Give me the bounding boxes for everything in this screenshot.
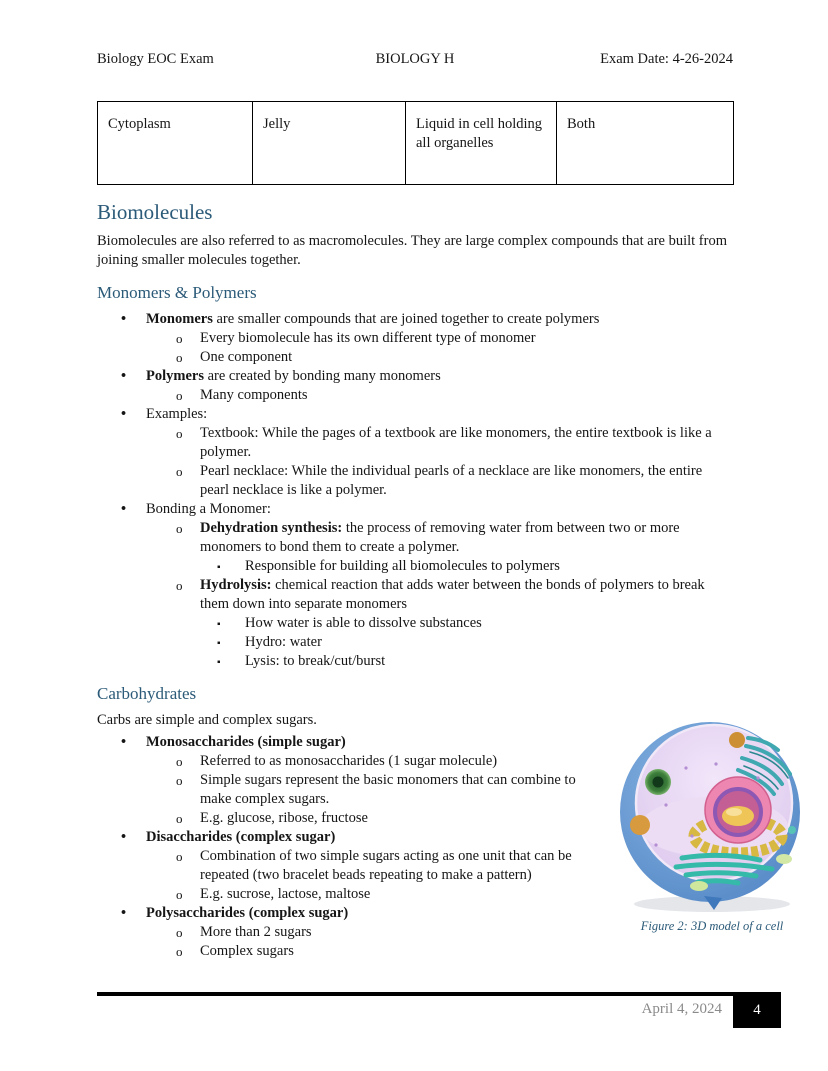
monomers-bullet-list [97,310,733,671]
list-item [97,847,589,885]
bullet-icon [121,904,126,923]
item-text: are smaller compounds that are joined together to create polymers [212,311,600,327]
item-text: are created by bonding many monomers [203,368,441,384]
bold-term: Monomers [146,311,213,327]
list-item [97,576,733,614]
bullet-icon [176,923,183,943]
bullet-icon [121,405,126,424]
list-item [97,329,733,348]
bullet-icon [217,557,221,577]
bold-term: Monosaccharides (simple sugar) [146,734,346,750]
bold-term: Polymers [146,368,204,384]
list-item [97,310,733,329]
bullet-icon [176,386,183,406]
bullet-icon [121,828,126,847]
item-text: Examples: [146,406,208,422]
bullet-icon [176,752,183,772]
item-text: Many components [200,387,308,403]
item-text: Complex sugars [200,943,294,959]
bullet-icon [121,733,126,752]
bold-term: Dehydration synthesis: [200,520,343,536]
table-cell-term: Cytoplasm [98,102,253,185]
table-cell-celltype: Both [557,102,734,185]
list-item [97,942,589,961]
item-text: Bonding a Monomer: [146,501,271,517]
bullet-icon [176,424,183,444]
item-text: Referred to as monosaccharides (1 sugar molecule) [200,753,498,769]
bullet-icon [217,614,221,634]
section-title-carbohydrates: Carbohydrates [97,684,197,703]
cell-3d-model-image [596,710,828,915]
list-item [97,633,733,652]
item-text: Every biomolecule has its own different type of monomer [200,330,536,346]
bullet-icon [176,847,183,867]
list-item [97,614,733,633]
bullet-icon [217,652,221,672]
figure-caption: Figure 2: 3D model of a cell [640,919,784,933]
list-item [97,809,589,828]
section-title-monomers-polymers: Monomers & Polymers [97,283,257,302]
header-center: BIOLOGY H [375,51,455,67]
bullet-icon [176,519,183,539]
list-item [97,828,589,847]
table-cell-function: Liquid in cell holding all organelles [406,102,557,185]
item-text: Pearl necklace: While the individual pearls of a necklace are like monomers, the entire pearl necklace is like a polymer. [200,463,703,498]
bold-term: Polysaccharides (complex sugar) [146,905,349,921]
list-item [97,500,733,519]
header-right: Exam Date: 4-26-2024 [600,51,733,67]
vocab-table [97,101,734,185]
list-item [97,424,733,462]
item-text: Simple sugars represent the basic monomers that can combine to make complex sugars. [200,772,576,807]
list-item [97,904,589,923]
item-text: Textbook: While the pages of a textbook are like monomers, the entire textbook is like a polymer. [200,425,712,460]
list-item [97,557,733,576]
list-item [97,885,589,904]
header-left: Biology EOC Exam [97,51,214,67]
item-text: the process of removing water from between two or more monomers to bond them to create a polymer. [200,520,680,555]
item-text: Combination of two simple sugars acting as one unit that can be repeated (two bracelet beads repeating to make a pattern) [200,848,572,883]
bullet-icon [176,809,183,829]
section-title-biomolecules: Biomolecules [97,200,213,224]
bold-term: Disaccharides (complex sugar) [146,829,336,845]
footer-date: April 4, 2024 [641,1001,722,1017]
item-text: chemical reaction that adds water between the bonds of polymers to break them down into separate monomers [200,577,705,612]
list-item [97,348,733,367]
bullet-icon [176,942,183,962]
list-item [97,462,733,500]
table-row [98,102,734,185]
figure-2-container [596,710,828,934]
table-cell-analogy: Jelly [253,102,406,185]
footer-divider-line [97,992,733,996]
item-text: E.g. sucrose, lactose, maltose [200,886,371,902]
list-item [97,405,733,424]
item-text: More than 2 sugars [200,924,312,940]
bullet-icon [121,367,126,386]
bold-term: Hydrolysis: [200,577,272,593]
list-item [97,519,733,557]
list-item [97,752,589,771]
list-item [97,367,733,386]
list-item [97,652,733,671]
item-text: Responsible for building all biomolecules to polymers [245,558,560,574]
list-item [97,923,589,942]
bullet-icon [176,885,183,905]
carbohydrates-intro: Carbs are simple and complex sugars. [97,712,317,728]
bullet-icon [217,633,221,653]
bullet-icon [176,348,183,368]
carbohydrates-bullet-list [97,733,589,961]
page-number-badge: 4 [733,992,781,1028]
item-text: Lysis: to break/cut/burst [245,653,386,669]
bullet-icon [176,329,183,349]
list-item [97,733,589,752]
list-item [97,771,589,809]
bullet-icon [176,576,183,596]
bullet-icon [121,310,126,329]
bullet-icon [121,500,126,519]
biomolecules-intro: Biomolecules are also referred to as macromolecules. They are large complex compounds that are built from joining smaller molecules together. [97,233,727,268]
list-item [97,386,733,405]
item-text: One component [200,349,293,365]
item-text: Hydro: water [245,634,322,650]
item-text: How water is able to dissolve substances [245,615,482,631]
bullet-icon [176,771,183,791]
page-header [97,0,733,68]
item-text: E.g. glucose, ribose, fructose [200,810,368,826]
bullet-icon [176,462,183,482]
